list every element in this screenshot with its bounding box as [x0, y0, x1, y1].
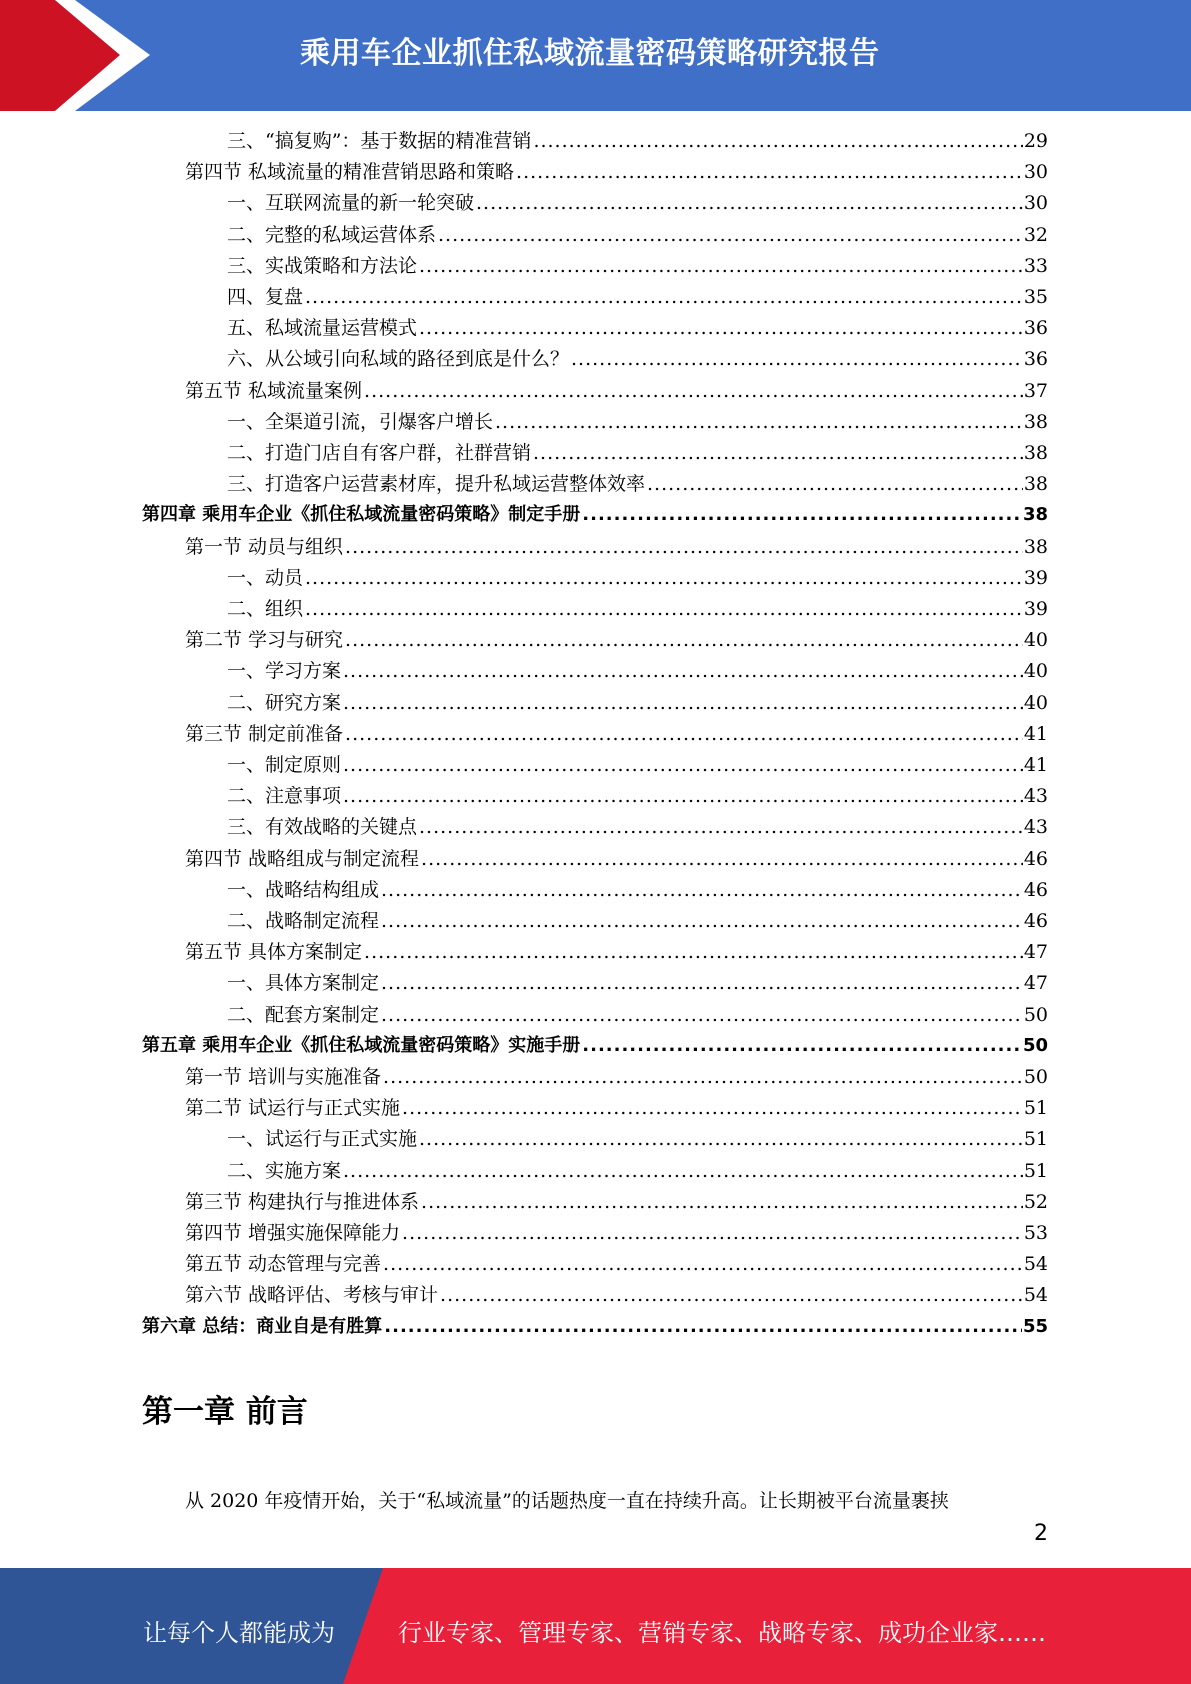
toc-entry-page: 36 [1023, 317, 1048, 340]
toc-subsection-entry[interactable] [227, 1158, 1048, 1184]
toc-subsection-entry[interactable] [227, 783, 1048, 809]
toc-entry-page: 33 [1023, 254, 1048, 277]
toc-entry-page: 29 [1023, 130, 1048, 152]
toc-entry-page: 46 [1023, 847, 1048, 870]
toc-dot-leader [421, 846, 1023, 872]
toc-subsection-entry[interactable] [227, 409, 1048, 435]
toc-subsection-entry[interactable] [227, 128, 1048, 154]
toc-entry-page: 38 [1023, 535, 1048, 558]
toc-dot-leader [381, 877, 1023, 903]
toc-entry-title: 一、互联网流量的新一轮突破 [227, 192, 475, 215]
toc-entry-title: 第四节 私域流量的精准营销思路和策略 [185, 161, 515, 184]
toc-entry-title: 第五章 乘用车企业《抓住私域流量密码策略》实施手册 [142, 1034, 581, 1056]
toc-subsection-entry[interactable] [227, 690, 1048, 716]
toc-dot-leader [364, 939, 1023, 965]
toc-entry-page: 36 [1023, 348, 1048, 371]
toc-subsection-entry[interactable] [227, 970, 1048, 996]
toc-entry-title: 一、试运行与正式实施 [227, 1128, 418, 1151]
toc-dot-leader [345, 721, 1023, 747]
toc-entry-page: 38 [1023, 473, 1048, 496]
toc-dot-leader [305, 596, 1023, 622]
toc-subsection-entry[interactable] [227, 440, 1048, 466]
toc-entry-title: 二、组织 [227, 598, 304, 620]
toc-entry-page: 47 [1023, 972, 1048, 995]
toc-dot-leader [383, 1064, 1023, 1090]
body-paragraph: 从 2020 年疫情开始，关于“私域流量”的话题热度一直在持续升高。让长期被平台流量裹挟 [185, 1490, 949, 1512]
footer-tagline: 行业专家、管理专家、营销专家、战略专家、成功企业家…… [398, 1619, 1046, 1647]
toc-subsection-entry[interactable] [227, 471, 1048, 497]
header-title: 乘用车企业抓住私域流量密码策略研究报告 [300, 36, 880, 71]
toc-entry-title: 四、复盘 [227, 286, 304, 308]
page-number: 2 [1034, 1521, 1048, 1546]
toc-entry-title: 一、制定原则 [227, 754, 342, 776]
toc-entry-page: 51 [1023, 1159, 1048, 1182]
toc-entry-title: 第一节 培训与实施准备 [185, 1066, 382, 1088]
toc-entry-title: 第二节 试运行与正式实施 [185, 1097, 401, 1120]
toc-entry-page: 40 [1023, 660, 1048, 683]
toc-dot-leader [343, 690, 1023, 716]
chapter-heading: 第一章 前言 [142, 1394, 308, 1430]
toc-entry-title: 第四节 增强实施保障能力 [185, 1222, 401, 1244]
toc-entry-page: 38 [1023, 410, 1048, 433]
toc-entry-page: 40 [1023, 691, 1048, 714]
toc-dot-leader [343, 783, 1023, 809]
toc-entry-page: 53 [1023, 1222, 1048, 1244]
toc-entry-page: 51 [1023, 1128, 1048, 1151]
toc-entry-page: 40 [1023, 629, 1048, 652]
toc-section-entry[interactable] [185, 627, 1048, 653]
toc-entry-title: 第二节 学习与研究 [185, 629, 344, 652]
toc-dot-leader [381, 970, 1023, 996]
toc-entry-page: 46 [1023, 910, 1048, 932]
toc-subsection-entry[interactable] [227, 658, 1048, 684]
toc-section-entry[interactable] [185, 1220, 1048, 1246]
toc-entry-title: 二、配套方案制定 [227, 1003, 380, 1026]
toc-subsection-entry[interactable] [227, 315, 1048, 341]
toc-entry-title: 第五节 私域流量案例 [185, 379, 363, 402]
toc-subsection-entry[interactable] [227, 1126, 1048, 1152]
toc-entry-title: 二、实施方案 [227, 1159, 342, 1182]
toc-entry-page: 38 [1022, 504, 1048, 526]
toc-entry-title: 第三节 构建执行与推进体系 [185, 1190, 420, 1213]
toc-entry-page: 50 [1023, 1066, 1048, 1088]
toc-entry-title: 第五节 具体方案制定 [185, 941, 363, 964]
toc-dot-leader [582, 1033, 1022, 1059]
toc-subsection-entry[interactable] [227, 908, 1048, 934]
toc-subsection-entry[interactable] [227, 222, 1048, 248]
toc-entry-title: 二、研究方案 [227, 691, 342, 714]
toc-entry-page: 32 [1023, 223, 1048, 246]
toc-subsection-entry[interactable] [227, 284, 1048, 310]
page-header [0, 0, 1191, 111]
toc-subsection-entry[interactable] [227, 253, 1048, 279]
toc-entry-page: 35 [1023, 286, 1048, 308]
toc-dot-leader [495, 409, 1023, 435]
toc-dot-leader [383, 1251, 1023, 1277]
toc-chapter-entry[interactable] [142, 1314, 1048, 1340]
toc-dot-leader [381, 1002, 1023, 1028]
toc-dot-leader [582, 502, 1022, 528]
toc-dot-leader [516, 159, 1023, 185]
page-footer [0, 1568, 1191, 1684]
toc-entry-title: 一、具体方案制定 [227, 972, 380, 995]
toc-entry-title: 一、动员 [227, 566, 304, 589]
toc-dot-leader [533, 128, 1022, 154]
toc-dot-leader [343, 752, 1023, 778]
toc-section-entry[interactable] [185, 1251, 1048, 1277]
toc-entry-page: 41 [1023, 722, 1048, 745]
toc-entry-title: 三、打造客户运营素材库，提升私域运营整体效率 [227, 473, 646, 496]
toc-entry-title: 第五节 动态管理与完善 [185, 1253, 382, 1276]
toc-entry-title: 三、实战策略和方法论 [227, 254, 418, 277]
footer-slogan: 让每个人都能成为 [143, 1619, 335, 1647]
toc-dot-leader [384, 1314, 1022, 1340]
toc-entry-title: 一、学习方案 [227, 660, 342, 683]
toc-entry-page: 55 [1022, 1315, 1048, 1337]
toc-section-entry[interactable] [185, 1282, 1048, 1308]
toc-section-entry[interactable] [185, 1064, 1048, 1090]
toc-dot-leader [476, 190, 1023, 216]
toc-dot-leader [402, 1095, 1023, 1121]
toc-dot-leader [533, 440, 1023, 466]
toc-entry-page: 52 [1023, 1190, 1048, 1213]
toc-entry-page: 41 [1023, 754, 1048, 776]
toc-entry-page: 47 [1023, 941, 1048, 964]
toc-section-entry[interactable] [185, 1189, 1048, 1215]
toc-dot-leader [305, 284, 1023, 310]
toc-entry-title: 二、注意事项 [227, 785, 342, 808]
toc-dot-leader [419, 315, 1023, 341]
toc-subsection-entry[interactable] [227, 565, 1048, 591]
toc-entry-title: 第六章 总结：商业自是有胜算 [142, 1315, 383, 1337]
toc-entry-title: 二、打造门店自有客户群，社群营销 [227, 442, 532, 464]
toc-subsection-entry[interactable] [227, 190, 1048, 216]
toc-dot-leader [421, 1189, 1023, 1215]
toc-section-entry[interactable] [185, 939, 1048, 965]
toc-entry-page: 54 [1023, 1253, 1048, 1276]
toc-entry-title: 六、从公域引向私域的路径到底是什么？ [227, 348, 570, 371]
toc-entry-title: 一、全渠道引流，引爆客户增长 [227, 410, 494, 433]
toc-subsection-entry[interactable] [227, 596, 1048, 622]
toc-chapter-entry[interactable] [142, 502, 1048, 528]
toc-section-entry[interactable] [185, 534, 1048, 560]
toc-entry-title: 第六节 战略评估、考核与审计 [185, 1284, 439, 1307]
toc-entry-page: 39 [1023, 566, 1048, 589]
toc-entry-page: 43 [1023, 816, 1048, 839]
toc-entry-title: 三、有效战略的关键点 [227, 816, 418, 839]
toc-dot-leader [305, 565, 1023, 591]
toc-dot-leader [647, 471, 1023, 497]
toc-dot-leader [364, 378, 1023, 404]
toc-entry-page: 46 [1023, 878, 1048, 901]
toc-subsection-entry[interactable] [227, 1002, 1048, 1028]
toc-entry-page: 54 [1023, 1284, 1048, 1307]
toc-section-entry[interactable] [185, 846, 1048, 872]
toc-entry-title: 五、私域流量运营模式 [227, 317, 418, 340]
toc-section-entry[interactable] [185, 159, 1048, 185]
toc-dot-leader [419, 1126, 1023, 1152]
toc-dot-leader [571, 346, 1023, 372]
toc-entry-page: 30 [1023, 161, 1048, 184]
toc-entry-page: 37 [1023, 379, 1048, 402]
toc-dot-leader [343, 658, 1023, 684]
toc-subsection-entry[interactable] [227, 752, 1048, 778]
toc-dot-leader [440, 1282, 1023, 1308]
toc-entry-page: 50 [1022, 1034, 1048, 1056]
toc-subsection-entry[interactable] [227, 877, 1048, 903]
toc-section-entry[interactable] [185, 378, 1048, 404]
toc-dot-leader [345, 534, 1023, 560]
toc-dot-leader [419, 253, 1023, 279]
toc-entry-page: 30 [1023, 192, 1048, 215]
toc-dot-leader [402, 1220, 1023, 1246]
toc-dot-leader [343, 1158, 1023, 1184]
toc-entry-title: 第四章 乘用车企业《抓住私域流量密码策略》制定手册 [142, 504, 581, 526]
toc-chapter-entry[interactable] [142, 1033, 1048, 1059]
toc-entry-title: 二、战略制定流程 [227, 910, 380, 932]
toc-entry-title: 第一节 动员与组织 [185, 535, 344, 558]
toc-dot-leader [381, 908, 1023, 934]
toc-subsection-entry[interactable] [227, 346, 1048, 372]
toc-entry-page: 39 [1023, 598, 1048, 620]
toc-entry-page: 38 [1023, 442, 1048, 464]
toc-entry-page: 50 [1023, 1003, 1048, 1026]
toc-entry-title: 第四节 战略组成与制定流程 [185, 847, 420, 870]
toc-entry-title: 三、“搞复购”：基于数据的精准营销 [227, 130, 532, 152]
toc-dot-leader [438, 222, 1023, 248]
toc-entry-page: 51 [1023, 1097, 1048, 1120]
toc-dot-leader [345, 627, 1023, 653]
toc-dot-leader [419, 814, 1023, 840]
toc-entry-page: 43 [1023, 785, 1048, 808]
toc-entry-title: 第三节 制定前准备 [185, 722, 344, 745]
toc-subsection-entry[interactable] [227, 814, 1048, 840]
toc-entry-title: 一、战略结构组成 [227, 878, 380, 901]
toc-section-entry[interactable] [185, 1095, 1048, 1121]
toc-section-entry[interactable] [185, 721, 1048, 747]
toc-entry-title: 二、完整的私域运营体系 [227, 223, 437, 246]
